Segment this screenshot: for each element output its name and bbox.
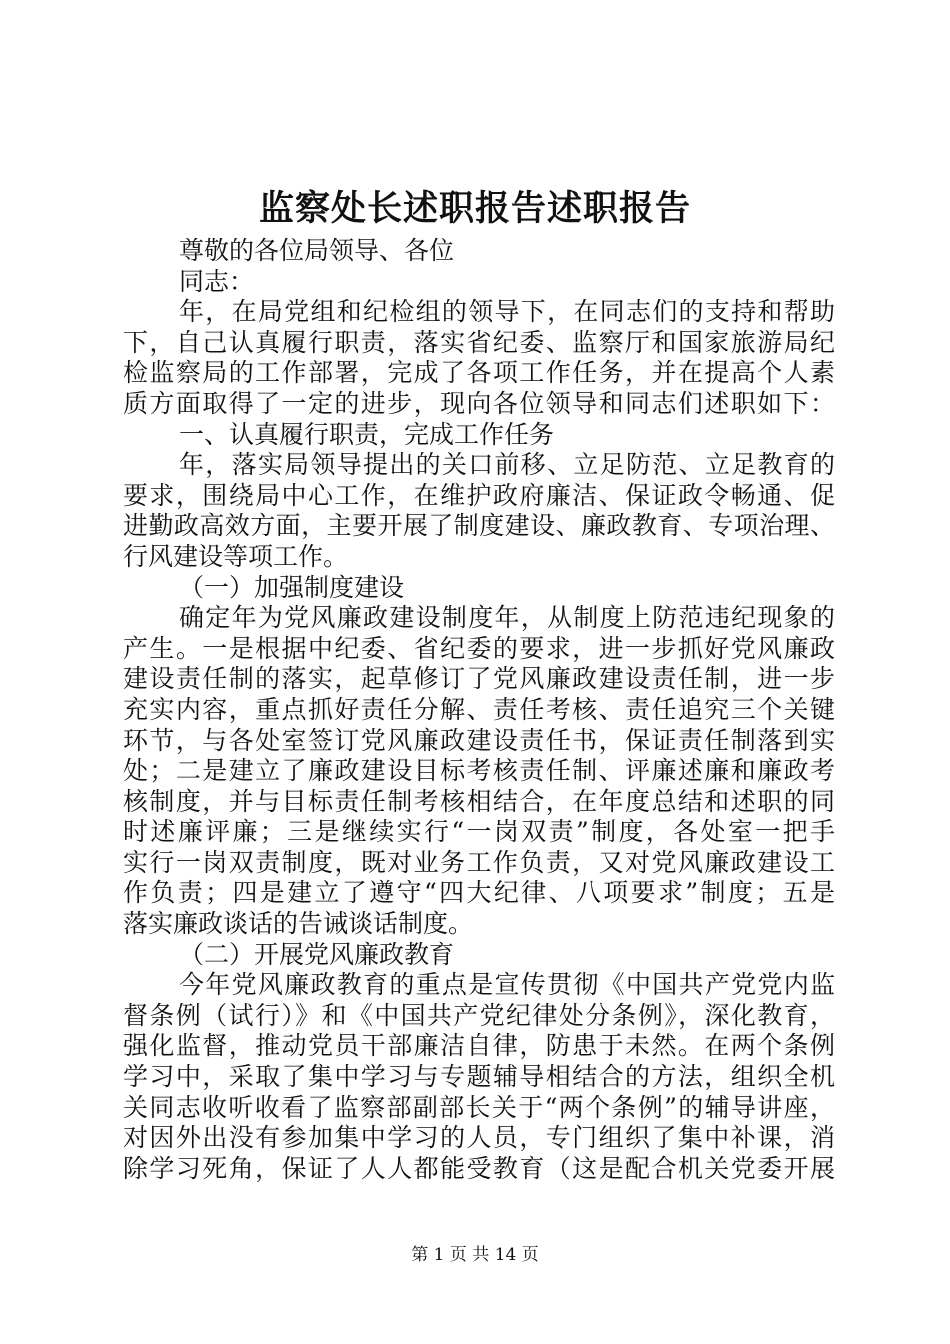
paragraph-line: 进勤政高效方面，主要开展了制度建设、廉政教育、专项治理、 bbox=[123, 511, 835, 541]
subsection-heading: （一）加强制度建设 bbox=[179, 572, 405, 602]
paragraph-line: 核制度，并与目标责任制考核相结合，在年度总结和述职的同 bbox=[123, 786, 835, 816]
paragraph-line: 作负责；四是建立了遵守“四大纪律、八项要求”制度；五是 bbox=[123, 878, 835, 908]
paragraph-line: 时述廉评廉；三是继续实行“一岗双责”制度，各处室一把手 bbox=[123, 817, 835, 847]
paragraph-line: 除学习死角，保证了人人都能受教育（这是配合机关党委开展 bbox=[123, 1153, 835, 1183]
subsection-heading: （二）开展党风廉政教育 bbox=[179, 939, 455, 969]
paragraph-line: 强化监督，推动党员干部廉洁自律，防患于未然。在两个条例 bbox=[123, 1031, 835, 1061]
paragraph-line: 今年党风廉政教育的重点是宣传贯彻《中国共产党党内监 bbox=[179, 970, 835, 1000]
paragraph-line: 环节，与各处室签订党风廉政建设责任书，保证责任制落到实 bbox=[123, 725, 835, 755]
document-body bbox=[123, 236, 835, 1184]
paragraph-line: 建设责任制的落实，起草修订了党风廉政建设责任制，进一步 bbox=[123, 664, 835, 694]
paragraph-line: 督条例（试行）》和《中国共产党纪律处分条例》，深化教育， bbox=[123, 1000, 835, 1030]
paragraph-line: 行风建设等项工作。 bbox=[123, 541, 349, 571]
paragraph-line: 质方面取得了一定的进步，现向各位领导和同志们述职如下： bbox=[123, 388, 835, 418]
paragraph-line: 学习中，采取了集中学习与专题辅导相结合的方法，组织全机 bbox=[123, 1062, 835, 1092]
paragraph-line: 检监察局的工作部署，完成了各项工作任务，并在提高个人素 bbox=[123, 358, 835, 388]
paragraph-line: 年，落实局领导提出的关口前移、立足防范、立足教育的 bbox=[179, 450, 835, 480]
paragraph-line: 要求，围绕局中心工作，在维护政府廉洁、保证政令畅通、促 bbox=[123, 480, 835, 510]
section-heading: 一、认真履行职责，完成工作任务 bbox=[179, 419, 555, 449]
paragraph-line: 处；二是建立了廉政建设目标考核责任制、评廉述廉和廉政考 bbox=[123, 756, 835, 786]
paragraph-line: 确定年为党风廉政建设制度年，从制度上防范违纪现象的 bbox=[179, 603, 835, 633]
paragraph-line: 对因外出没有参加集中学习的人员，专门组织了集中补课，消 bbox=[123, 1123, 835, 1153]
document-title: 监察处长述职报告述职报告 bbox=[258, 188, 691, 229]
salutation-line-2: 同志： bbox=[179, 266, 255, 296]
paragraph-line: 产生。一是根据中纪委、省纪委的要求，进一步抓好党风廉政 bbox=[123, 633, 835, 663]
paragraph-line: 落实廉政谈话的告诫谈话制度。 bbox=[123, 909, 474, 939]
paragraph-line: 充实内容，重点抓好责任分解、责任考核、责任追究三个关键 bbox=[123, 694, 835, 724]
page-number-footer: 第 1 页 共 14 页 bbox=[411, 1245, 539, 1265]
paragraph-line: 关同志收听收看了监察部副部长关于“两个条例”的辅导讲座， bbox=[123, 1092, 835, 1122]
salutation-line-1: 尊敬的各位局领导、各位 bbox=[179, 236, 455, 265]
paragraph-line: 年，在局党组和纪检组的领导下，在同志们的支持和帮助 bbox=[179, 297, 835, 327]
paragraph-line: 实行一岗双责制度，既对业务工作负责，又对党风廉政建设工 bbox=[123, 847, 835, 877]
paragraph-line: 下，自己认真履行职责，落实省纪委、监察厅和国家旅游局纪 bbox=[123, 327, 835, 357]
